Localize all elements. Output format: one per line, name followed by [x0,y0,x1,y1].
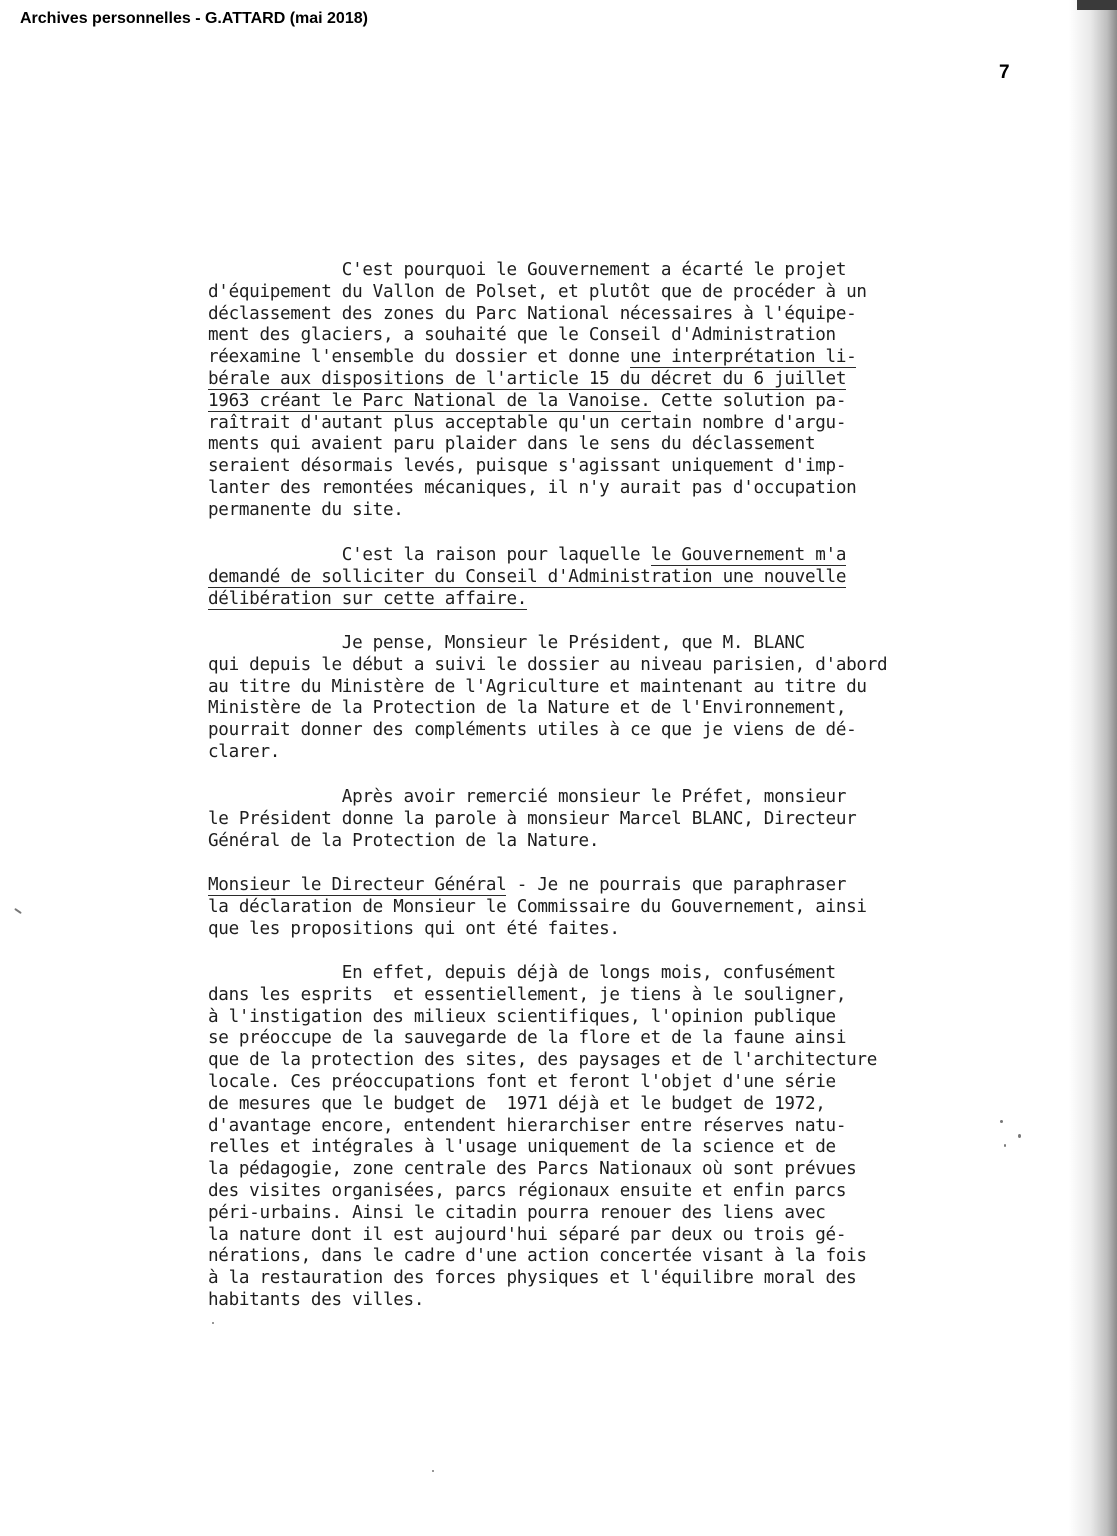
underlined-text: délibération sur cette affaire. [208,588,528,609]
text-line [208,1268,948,1290]
scan-speck [212,1322,214,1324]
text-line [208,963,948,985]
text-segment: ment des glaciers, a souhaité que le Conseil d'Administration [208,325,836,346]
text-segment: d'avantage encore, entendent hierarchiser entre réserves natu- [208,1115,847,1136]
text-line [208,1072,948,1094]
text-segment: ments qui avaient paru plaider dans le sens du déclassement [208,434,816,455]
scan-speck [1018,1134,1021,1138]
text-segment: Ministère de la Protection de la Nature et de l'Environnement, [208,698,847,719]
text-line [208,919,948,941]
text-segment: relles et intégrales à l'usage uniquement de la science et de [208,1137,836,1158]
text-segment: habitants des villes. [208,1289,425,1310]
text-line [208,1181,948,1203]
text-segment: pourrait donner des compléments utiles à ce que je viens de dé- [208,720,857,741]
text-line [208,325,948,347]
text-segment: au titre du Ministère de l'Agriculture et maintenant au titre du [208,676,867,697]
underlined-text: une interprétation li- [630,347,857,368]
text-line [208,1290,948,1312]
text-segment: de mesures que le budget de 1971 déjà et le budget de 1972, [208,1093,826,1114]
text-segment: péri-urbains. Ainsi le citadin pourra renouer des liens avec [208,1202,826,1223]
text-line [208,1050,948,1072]
text-line [208,698,948,720]
text-segment: d'équipement du Vallon de Polset, et plutôt que de procéder à un [208,281,867,302]
text-segment: à l'instigation des milieux scientifiques, l'opinion publique [208,1006,836,1027]
paragraph-6 [208,963,948,1312]
text-line [208,1094,948,1116]
text-segment: des visites organisées, parcs régionaux ensuite et enfin parcs [208,1180,847,1201]
text-line [208,1246,948,1268]
text-line [208,1007,948,1029]
text-segment: locale. Ces préoccupations font et feront l'objet d'une série [208,1071,836,1092]
text-line [208,434,948,456]
text-segment: que de la protection des sites, des paysages et de l'architecture [208,1050,878,1071]
paragraph-5 [208,875,948,940]
text-segment: En effet, depuis déjà de longs mois, confusément [208,963,836,983]
scanner-edge-corner [1077,0,1117,10]
text-line [208,545,948,567]
text-segment: le Président donne la parole à monsieur Marcel BLANC, Directeur [208,808,857,829]
text-segment: la déclaration de Monsieur le Commissaire du Gouvernement, ainsi [208,896,867,917]
paragraph-1 [208,260,948,522]
text-line [208,655,948,677]
text-line [208,809,948,831]
text-segment: que les propositions qui ont été faites. [208,918,620,939]
text-segment: permanente du site. [208,499,404,520]
underlined-text: 1963 créant le Parc National de la Vanoise. [208,390,651,411]
text-line [208,567,948,589]
scanner-edge-shadow [1069,0,1117,1536]
text-line [208,875,948,897]
scan-speck [1000,1120,1003,1123]
text-line [208,1203,948,1225]
text-segment: la pédagogie, zone centrale des Parcs Nationaux où sont prévues [208,1159,857,1180]
text-line [208,742,948,764]
text-segment: Après avoir remercié monsieur le Préfet, monsieur [208,787,847,807]
text-line [208,1225,948,1247]
text-segment: qui depuis le début a suivi le dossier au niveau parisien, d'abord [208,654,888,675]
text-line [208,456,948,478]
text-segment: à la restauration des forces physiques et l'équilibre moral des [208,1268,857,1289]
text-segment: - Je ne pourrais que paraphraser [506,875,847,895]
scan-speck [432,1470,434,1472]
text-line [208,369,948,391]
text-segment: la nature dont il est aujourd'hui séparé par deux ou trois gé- [208,1224,847,1245]
text-segment: clarer. [208,741,281,762]
text-line [208,1028,948,1050]
text-line [208,831,948,853]
text-line [208,304,948,326]
text-segment: dans les esprits et essentiellement, je tiens à le souligner, [208,984,847,1005]
text-line [208,478,948,500]
paragraph-2 [208,545,948,610]
text-line [208,1159,948,1181]
text-line [208,985,948,1007]
underlined-text: le Gouvernement m'a [650,545,847,565]
archive-header: Archives personnelles - G.ATTARD (mai 2018) [20,10,368,27]
scan-speck [1004,1144,1006,1147]
text-segment: réexamine l'ensemble du dossier et donne [208,347,630,368]
text-line [208,677,948,699]
text-line [208,391,948,413]
page-number: 7 [999,62,1010,83]
paragraph-4 [208,787,948,852]
text-segment: se préoccupe de la sauvegarde de la flore et de la faune ainsi [208,1028,847,1049]
underlined-text: Monsieur le Directeur Général [208,875,507,895]
text-segment: déclassement des zones du Parc National nécessaires à l'équipe- [208,303,857,324]
text-segment: C'est la raison pour laquelle [208,545,651,565]
text-line [208,720,948,742]
text-segment: seraient désormais levés, puisque s'agissant uniquement d'imp- [208,456,847,477]
text-line [208,260,948,282]
paragraph-3 [208,633,948,764]
text-line [208,347,948,369]
text-line [208,500,948,522]
text-segment: Je pense, Monsieur le Président, que M. BLANC [208,633,805,653]
text-line [208,787,948,809]
text-line [208,589,948,611]
text-segment: nérations, dans le cadre d'une action concertée visant à la fois [208,1246,867,1267]
text-segment: Cette solution pa- [650,390,847,411]
text-segment: lanter des remontées mécaniques, il n'y aurait pas d'occupation [208,477,857,498]
text-segment: raîtrait d'autant plus acceptable qu'un certain nombre d'argu- [208,412,847,433]
text-line [208,1137,948,1159]
text-line [208,1116,948,1138]
scan-speck [14,908,22,914]
text-line [208,633,948,655]
text-line [208,413,948,435]
underlined-text: demandé de solliciter du Conseil d'Administration une nouvelle [208,566,847,587]
text-line [208,897,948,919]
underlined-text: bérale aux dispositions de l'article 15 du décret du 6 juillet [208,368,847,389]
text-line [208,282,948,304]
text-segment: Général de la Protection de la Nature. [208,830,600,851]
text-segment: C'est pourquoi le Gouvernement a écarté le projet [208,260,847,280]
